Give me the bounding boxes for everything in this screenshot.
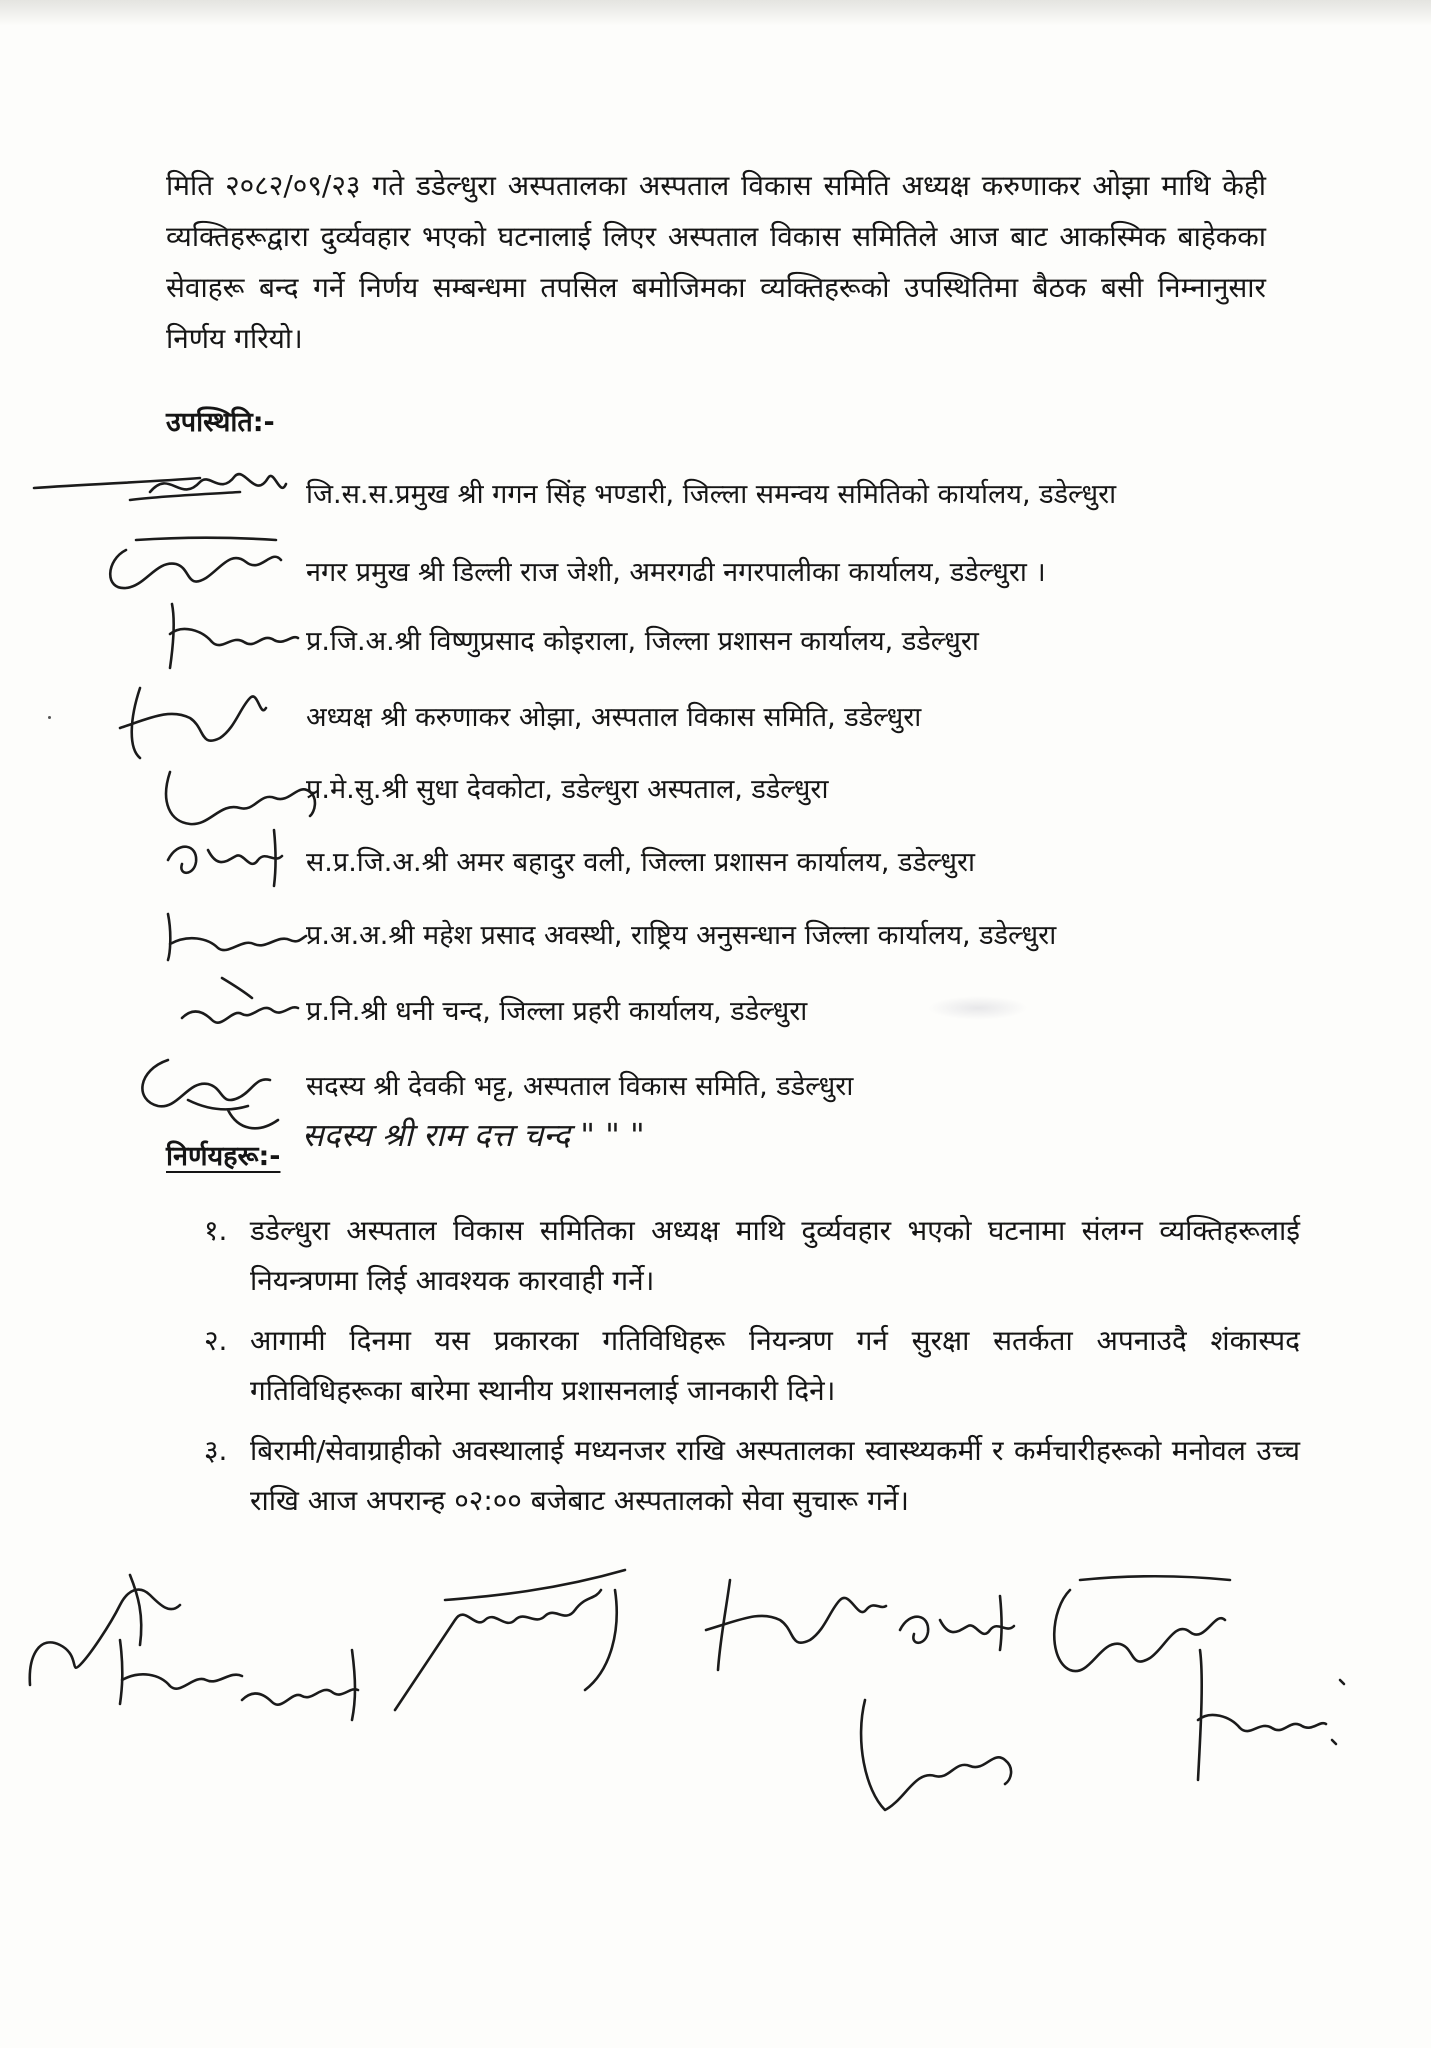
decision-text: डडेल्धुरा अस्पताल विकास समितिका अध्यक्ष माथि दुर्व्यवहार भएको घटनामा संलग्न व्यक्तिहरूलाई नियन्त्रणमा लिई आवश्यक कारवाही गर्ने। xyxy=(250,1214,1300,1297)
bottom-signature-9 xyxy=(1180,1640,1350,1790)
attendee-line: प्र.जि.अ.श्री विष्णुप्रसाद कोइराला, जिल्ला प्रशासन कार्यालय, डडेल्धुरा xyxy=(306,626,979,657)
intro-paragraph: मिति २०८२/०९/२३ गते डडेल्धुरा अस्पतालका अस्पताल विकास समिति अध्यक्ष करुणाकर ओझा माथि केही व्यक्तिहरूद्वारा दुर्व्यवहार भएको घटनालाई लिएर अस्पताल विकास समितिले आज बाट आकस्मिक बाहेकका सेवाहरू बन्द गर्ने निर्णय सम्बन्धमा तपसिल बमोजिमका व्यक्तिहरूको उपस्थितिमा बैठक बसी निम्नानुसार निर्णय गरियो। xyxy=(166,169,1266,355)
signature-9 xyxy=(128,1040,298,1150)
signature-8 xyxy=(172,968,302,1048)
attendee-line: प्र.मे.सु.श्री सुधा देवकोटा, डडेल्धुरा अस्पताल, डडेल्धुरा xyxy=(306,774,829,805)
attendance-label: उपस्थिति:- xyxy=(166,407,275,438)
decision-number: १. xyxy=(204,1214,228,1247)
decision-text: बिरामी/सेवाग्राहीको अवस्थालाई मध्यनजर राखि अस्पतालका स्वास्थ्यकर्मी र कर्मचारीहरूको मनोवल उच्च राखि आज अपरान्ह ०२:०० बजेबाट अस्पतालको सेवा सुचारू गर्ने। xyxy=(250,1434,1300,1517)
ink-smudge xyxy=(928,996,1028,1020)
decision-item xyxy=(204,1206,1300,1306)
attendee-line: प्र.नि.श्री धनी चन्द, जिल्ला प्रहरी कार्यालय, डडेल्धुरा xyxy=(306,996,808,1027)
signature-3 xyxy=(152,594,302,674)
scan-speck xyxy=(48,716,51,719)
decision-item xyxy=(204,1316,1300,1416)
attendee-line: स.प्र.जि.अ.श्री अमर बहादुर वली, जिल्ला प्रशासन कार्यालय, डडेल्धुरा xyxy=(306,847,976,878)
attendee-line: सदस्य श्री देवकी भट्ट, अस्पताल विकास समिति, डडेल्धुरा xyxy=(306,1071,854,1102)
bottom-signature-2 xyxy=(110,1630,250,1710)
signature-1 xyxy=(30,448,290,518)
attendee-line: जि.स.स.प्रमुख श्री गगन सिंह भण्डारी, जिल्ला समन्वय समितिको कार्यालय, डडेल्धुरा xyxy=(306,479,1117,510)
bottom-signature-7 xyxy=(845,1680,1035,1820)
signature-5 xyxy=(150,742,320,832)
attendee-line: नगर प्रमुख श्री डिल्ली राज जेशी, अमरगढी नगरपालीका कार्यालय, डडेल्धुरा । xyxy=(306,557,1046,588)
bottom-signature-4 xyxy=(385,1560,645,1720)
scan-edge xyxy=(0,0,1431,26)
handwritten-attendee: सदस्य श्री राम दत्त चन्द " " " xyxy=(302,1116,645,1154)
bottom-signature-6 xyxy=(890,1590,1020,1660)
signature-6 xyxy=(158,820,288,890)
decisions-label: निर्णयहरू:- xyxy=(166,1141,281,1172)
decision-number: ३. xyxy=(204,1434,228,1467)
bottom-signature-3 xyxy=(232,1640,382,1730)
attendee-line: प्र.अ.अ.श्री महेश प्रसाद अवस्थी, राष्ट्रिय अनुसन्धान जिल्ला कार्यालय, डडेल्धुरा xyxy=(306,920,1057,951)
signature-7 xyxy=(158,894,308,964)
bottom-signature-5 xyxy=(700,1570,900,1680)
decision-number: २. xyxy=(204,1324,228,1357)
decision-item xyxy=(204,1426,1300,1526)
signature-2 xyxy=(96,520,286,600)
attendee-line: अध्यक्ष श्री करुणाकर ओझा, अस्पताल विकास समिति, डडेल्धुरा xyxy=(306,702,922,733)
decision-text: आगामी दिनमा यस प्रकारका गतिविधिहरू नियन्त्रण गर्न सुरक्षा सतर्कता अपनाउदै शंकास्पद गतिविधिहरूका बारेमा स्थानीय प्रशासनलाई जानकारी दिने। xyxy=(250,1324,1300,1407)
